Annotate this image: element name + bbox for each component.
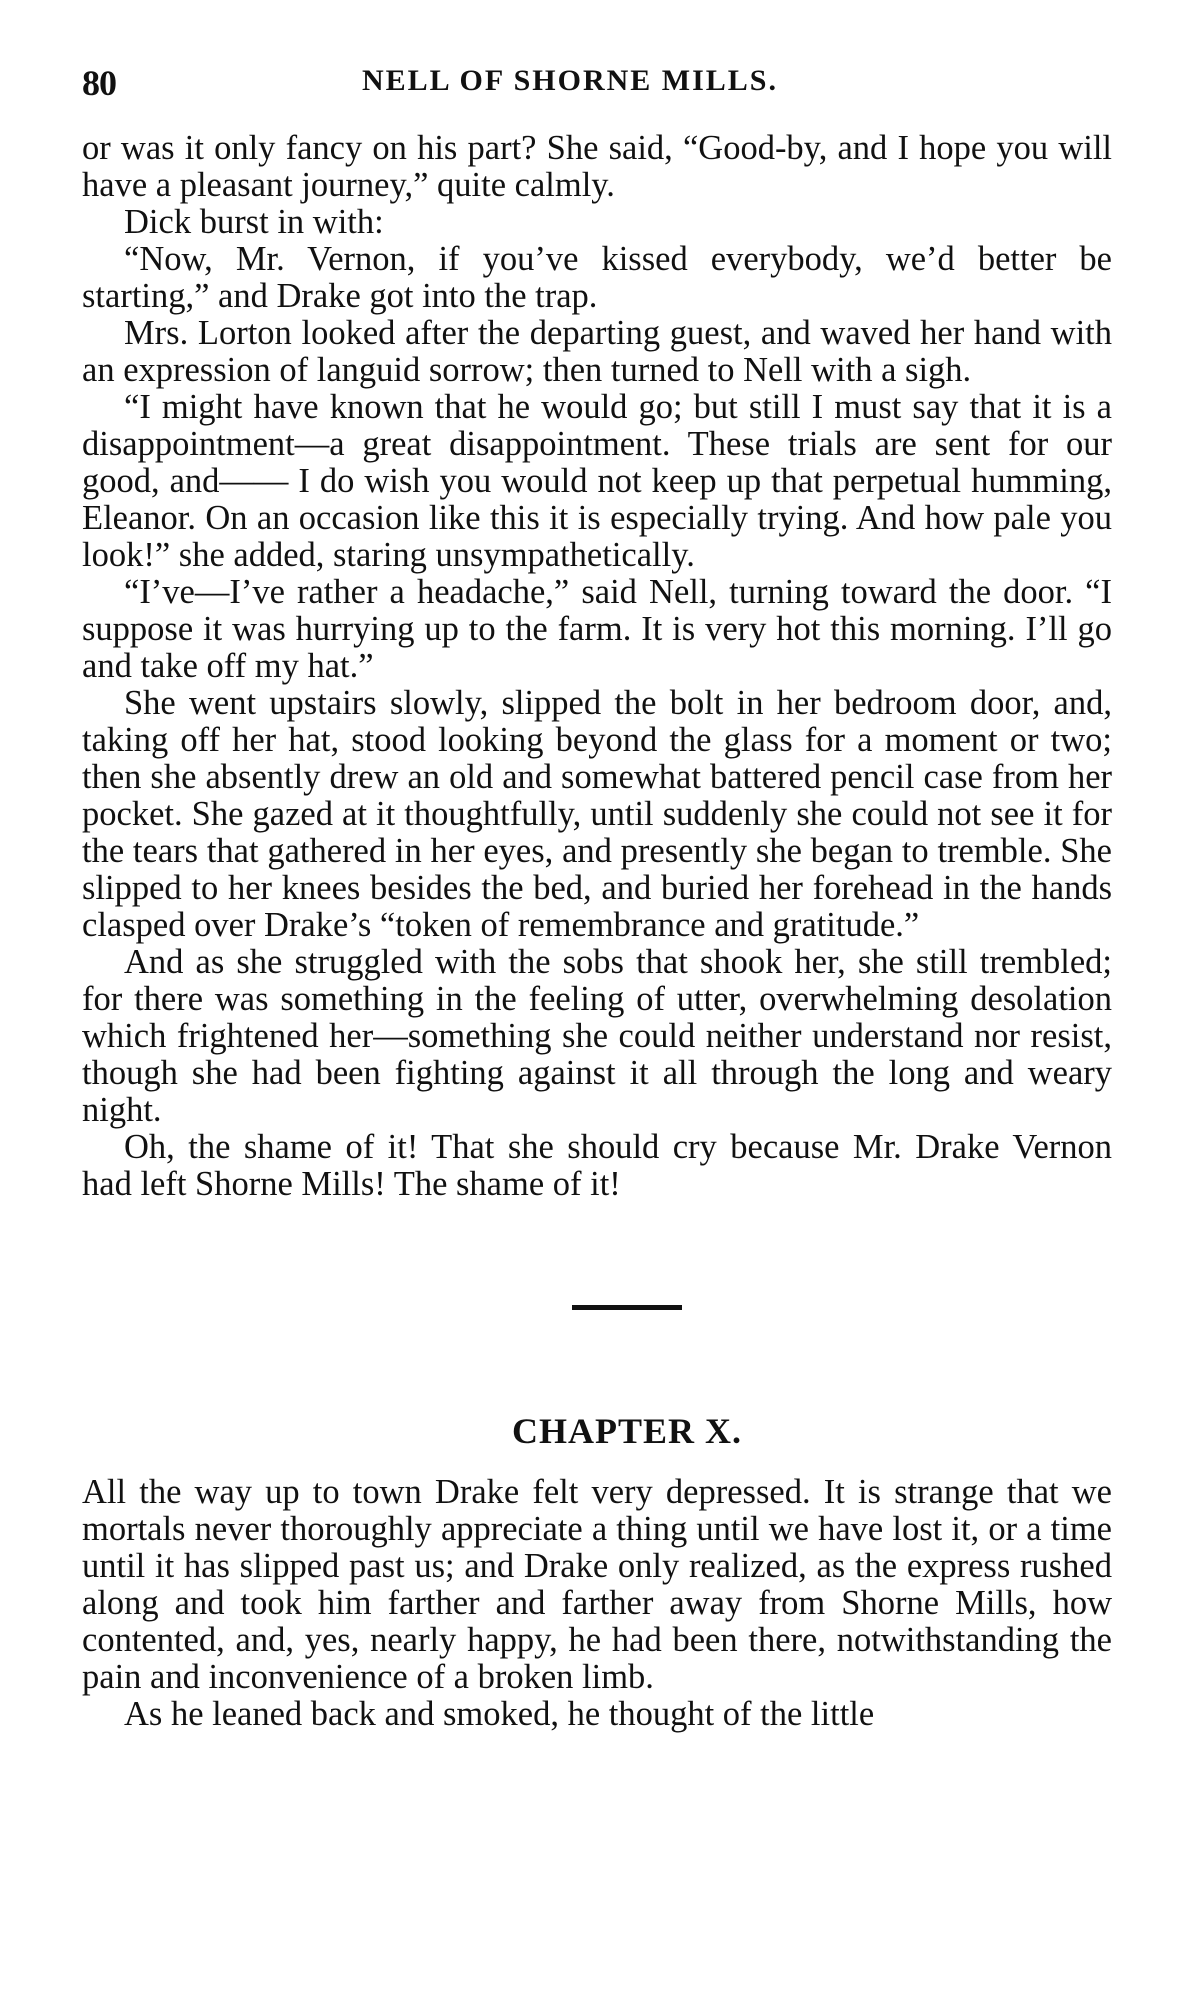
paragraph: She went upstairs slowly, slipped the bolt in her bedroom door, and, taking off her hat, stood looking beyond the glass for a moment or two; then she absently drew an old and somewhat battered pencil case from her pocket. She gazed at it thoughtfully, until suddenly she could not see it for the tears that gathered in her eyes, and presently she began to tremble. She slipped to her knees besides the bed, and buried her forehead in the hands clasped over Drake’s “token of remembrance and gratitude.” (82, 684, 1112, 944)
paragraph: or was it only fancy on his part? She said, “Good-by, and I hope you will have a pleasant journey,” quite calmly. (82, 129, 1112, 204)
chapter-x-text (82, 1474, 1112, 1733)
paragraph: “Now, Mr. Vernon, if you’ve kissed everybody, we’d better be starting,” and Drake got into the trap. (82, 240, 1112, 315)
paragraph: Dick burst in with: (124, 203, 384, 241)
paragraph: Oh, the shame of it! That she should cry because Mr. Drake Vernon had left Shorne Mills! The shame of it! (82, 1128, 1112, 1203)
book-page (82, 60, 1112, 1733)
running-title: NELL OF SHORNE MILLS. (362, 64, 778, 97)
page-header (82, 60, 1112, 112)
paragraph: All the way up to town Drake felt very depressed. It is strange that we mortals never thoroughly appreciate a thing until we have lost it, or a time until it has slipped past us; and Drake only realized, as the express rushed along and took him farther and farther away from Shorne Mills, how contented, and, yes, nearly happy, he had been there, notwithstanding the pain and inconvenience of a broken limb. (82, 1473, 1112, 1696)
paragraph: And as she struggled with the sobs that shook her, she still trembled; for there was something in the feeling of utter, overwhelming desolation which frightened her—something she could neither understand nor resist, though she had been fighting against it all through the long and weary night. (82, 943, 1112, 1129)
paragraph: Mrs. Lorton looked after the departing guest, and waved her hand with an expression of languid sorrow; then turned to Nell with a sigh. (82, 314, 1112, 389)
chapter-heading: CHAPTER X. (511, 1411, 742, 1451)
section-divider (572, 1305, 682, 1310)
page-number: 80 (82, 63, 116, 103)
paragraph: “I might have known that he would go; but still I must say that it is a disappointment—a great disappointment. These trials are sent for our good, and—— I do wish you would not keep up that perpetual humming, Eleanor. On an occasion like this it is especially trying. And how pale you look!” she added, staring unsympathetically. (82, 388, 1112, 574)
paragraph: As he leaned back and smoked, he thought of the little (124, 1695, 875, 1733)
paragraph: “I’ve—I’ve rather a headache,” said Nell, turning toward the door. “I suppose it was hurrying up to the farm. It is very hot this morning. I’ll go and take off my hat.” (82, 573, 1112, 685)
chapter-ix-ending (82, 130, 1112, 1203)
